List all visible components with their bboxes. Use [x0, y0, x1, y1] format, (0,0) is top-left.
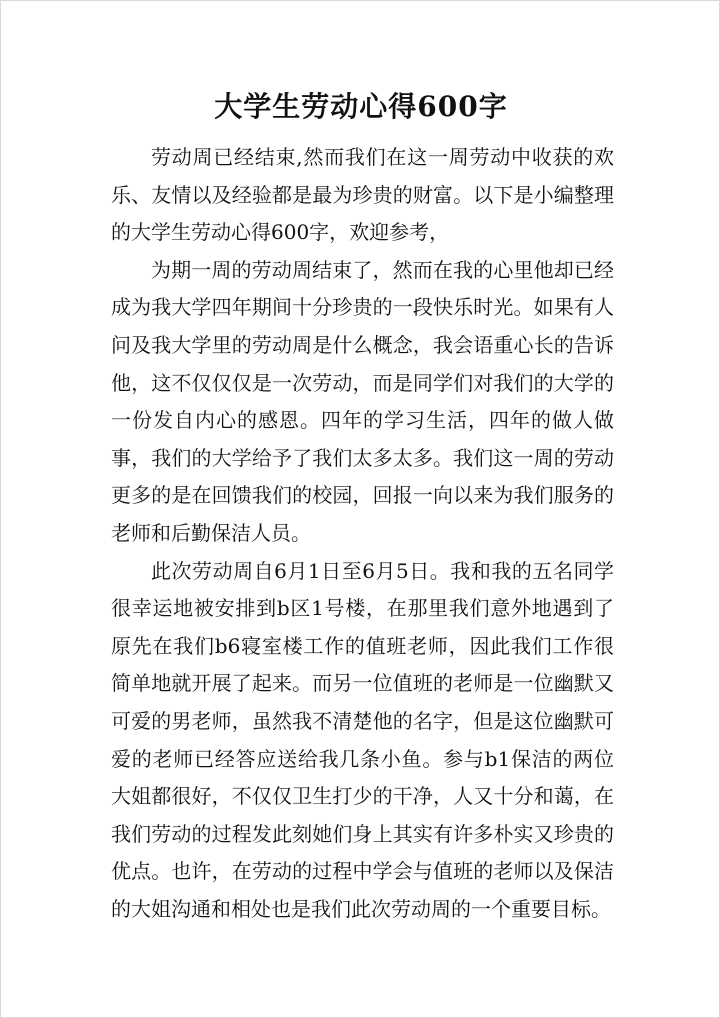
page-title: 大学生劳动心得600字: [214, 90, 508, 123]
paragraph-experience: 此次劳动周自6月1日至6月5日。我和我的五名同学很幸运地被安排到b区1号楼，在那里我们意外地遇到了原先在我们b6寝室楼工作的值班老师，因此我们工作很简单地就开展了起来。而另一位值班的老师是一位幽默又可爱的男老师，虽然我不清楚他的名字，但是这位幽默可爱的老师已经答应送给我几条小鱼。参与b1保洁的两位大姐都很好，不仅仅卫生打少的干净，人又十分和蔼，在我们劳动的过程发此刻她们身上其实有许多朴实又珍贵的优点。也许，在劳动的过程中学会与值班的老师以及保洁的大姐沟通和相处也是我们此次劳动周的一个重要目标。: [111, 558, 614, 921]
paragraph-reflection: 为期一周的劳动周结束了，然而在我的心里他却已经成为我大学四年期间十分珍贵的一段快乐时光。如果有人问及我大学里的劳动周是什么概念，我会语重心长的告诉他，这不仅仅仅是一次劳动，而是同学们对我们的大学的一份发自内心的感恩。四年的学习生活，四年的做人做事，我们的大学给予了我们太多太多。我们这一周的劳动更多的是在回馈我们的校园，回报一向以来为我们服务的老师和后勤保洁人员。: [111, 257, 614, 545]
document-body: [111, 139, 614, 928]
paragraph-intro: 劳动周已经结束,然而我们在这一周劳动中收获的欢乐、友情以及经验都是最为珍贵的财富。以下是小编整理的大学生劳动心得600字，欢迎参考，: [111, 145, 614, 245]
